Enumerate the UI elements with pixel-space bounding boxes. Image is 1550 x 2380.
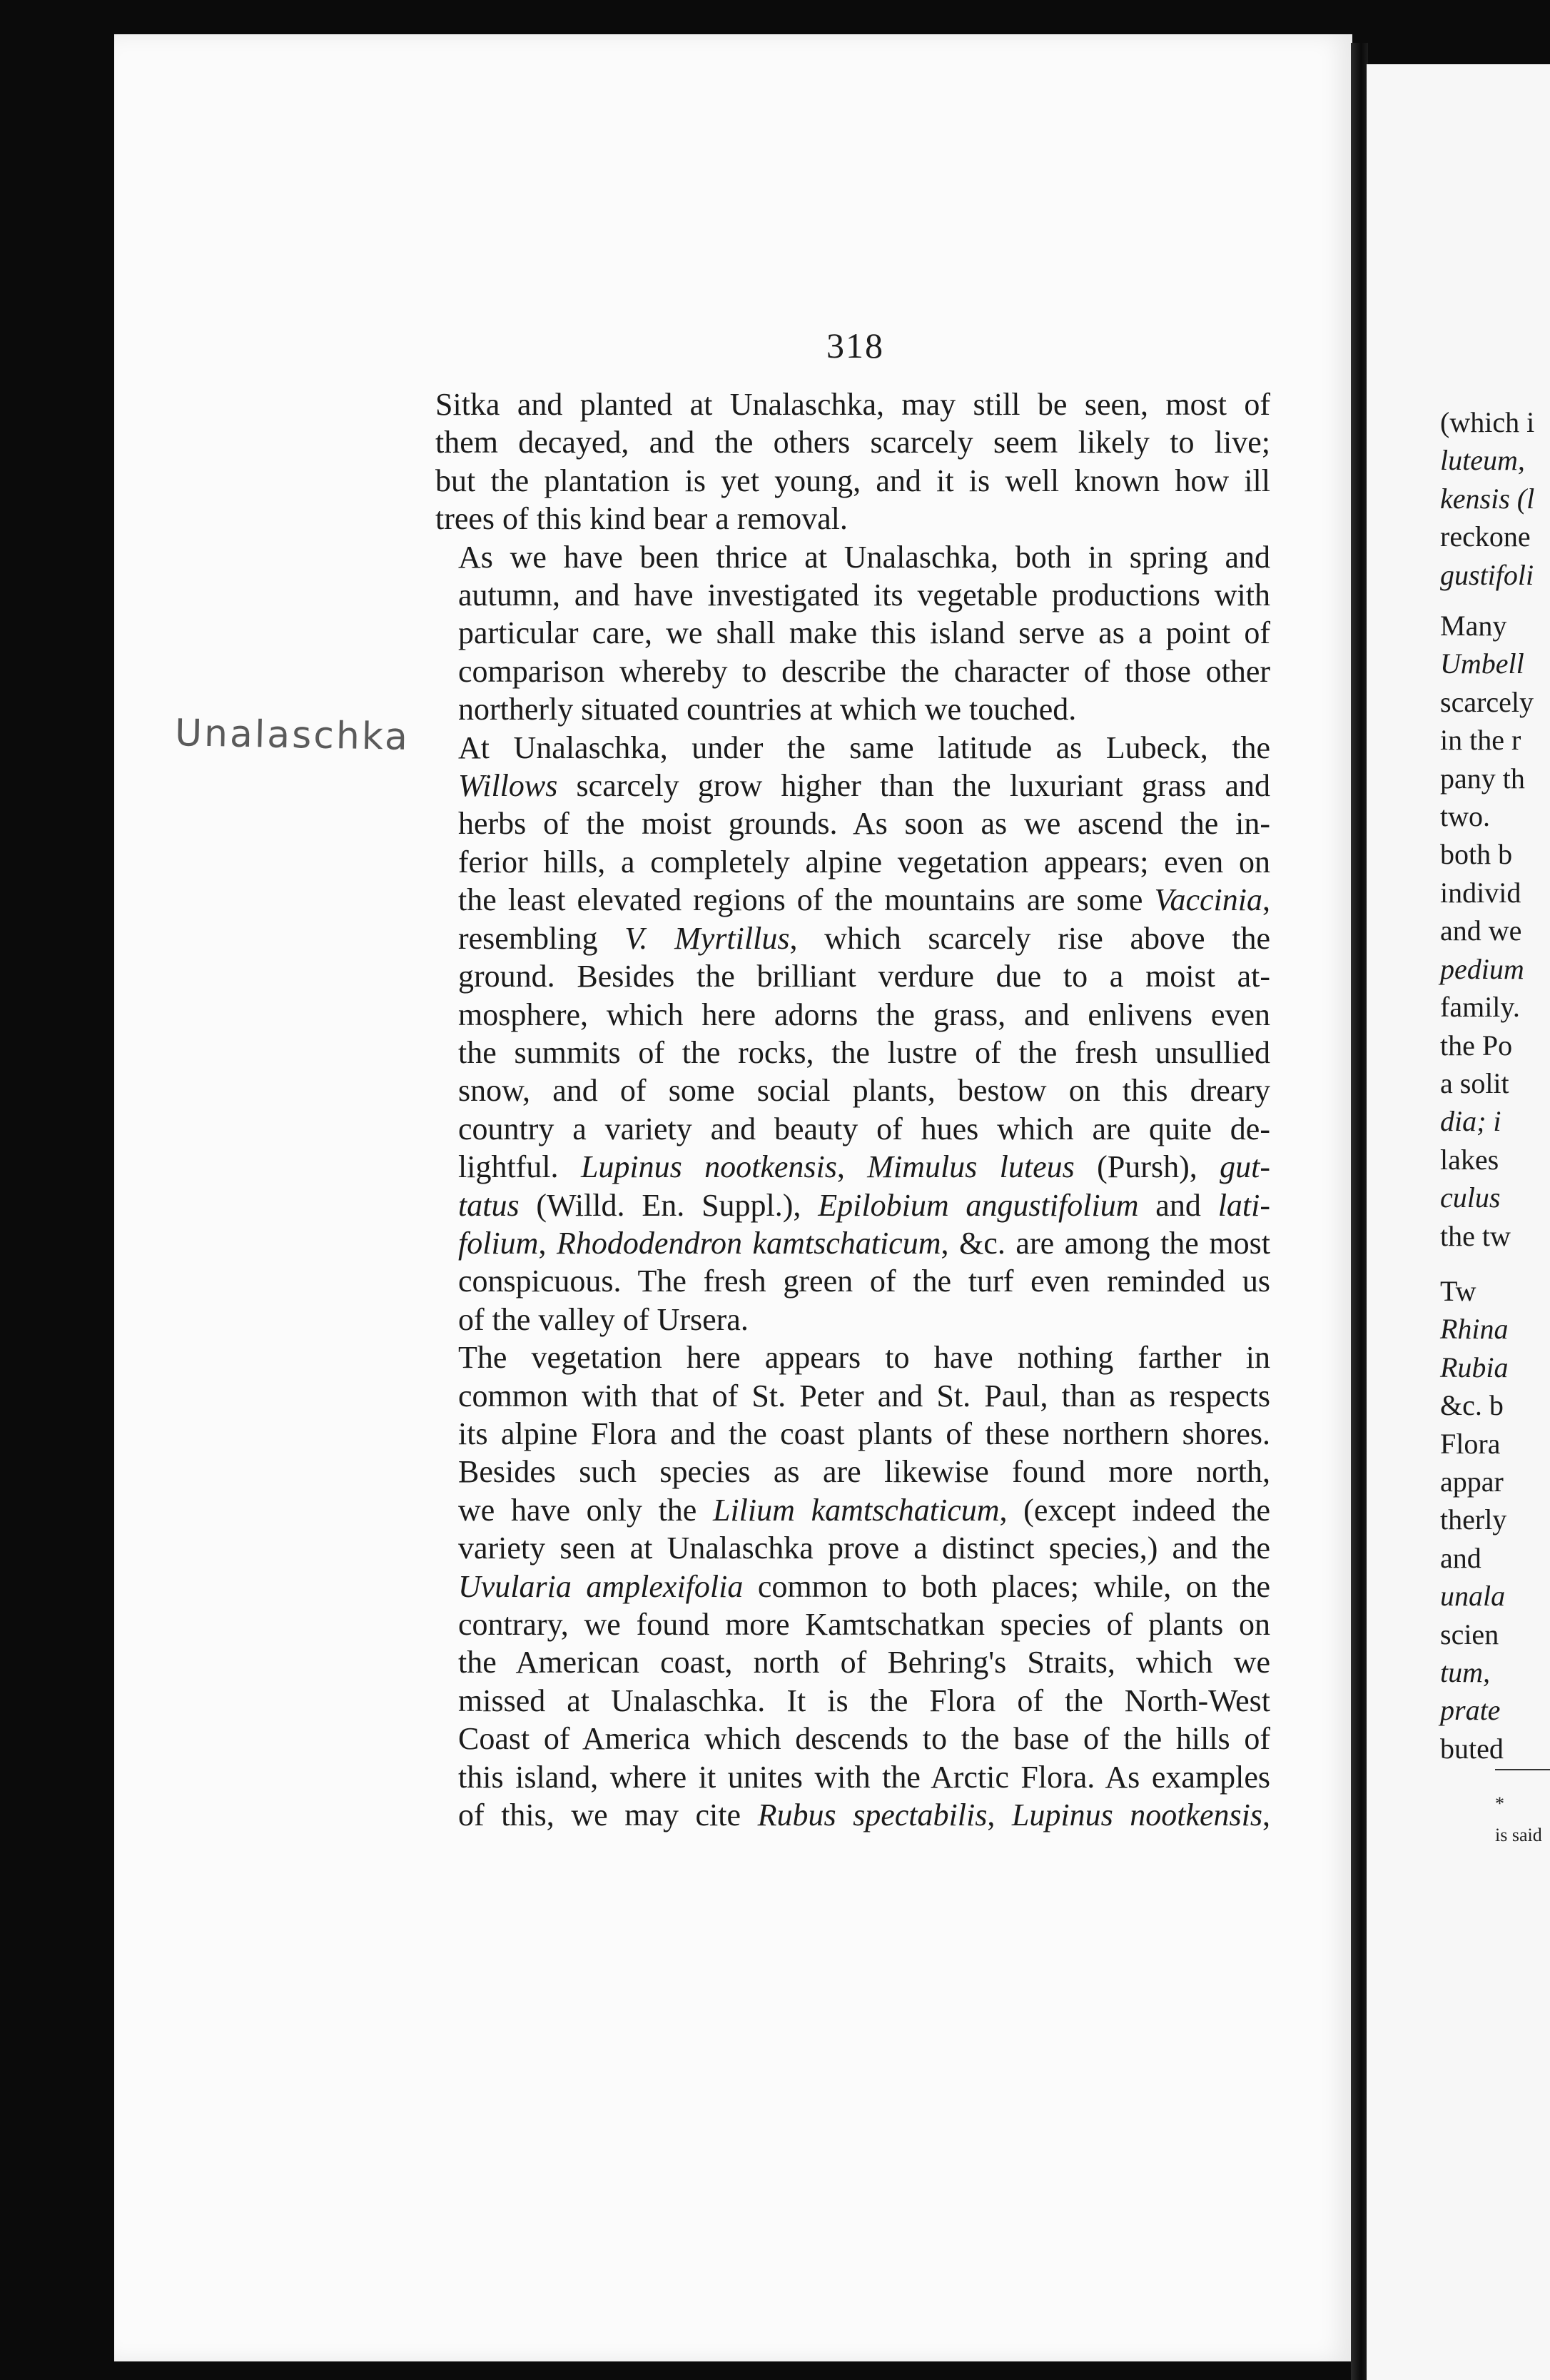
right-page-line: culus (1440, 1181, 1501, 1214)
text-line: Willows scarcely grow higher than the luxuriant grass and (458, 768, 1270, 804)
text-line: At Unalaschka, under the same latitude as Lubeck, the (458, 730, 1270, 765)
text-line: resembling V. Myrtillus, which scarcely rise above the (458, 920, 1270, 956)
right-page-line: (which i (1440, 406, 1535, 438)
text-line: them decayed, and the others scarcely seem likely to live; (435, 425, 1270, 460)
right-page-line: pedium (1440, 952, 1524, 985)
right-page-line: a solit (1440, 1067, 1509, 1099)
paragraph (435, 729, 1270, 1339)
text-line: Coast of America which descends to the base of the hills of (458, 1721, 1270, 1757)
paragraph (435, 1338, 1270, 1834)
right-page-line: Umbell (1440, 647, 1524, 680)
text-line: The vegetation here appears to have nothing farther in (458, 1340, 1270, 1376)
text-line: Sitka and planted at Unalaschka, may still be seen, most of (435, 387, 1270, 422)
right-page-line: prate (1440, 1694, 1501, 1727)
right-page-line: luteum, (1440, 444, 1525, 477)
text-line: of this, we may cite Rubus spectabilis, Lupinus nootkensis, (458, 1797, 1271, 1833)
text-line: folium, Rhododendron kamtschaticum, &c. are among the most (458, 1225, 1270, 1261)
text-line: trees of this kind bear a removal. (435, 501, 848, 537)
text-line: tatus (Willd. En. Suppl.), Epilobium angustifolium and lati- (458, 1187, 1271, 1223)
footnote (1495, 1788, 1542, 1851)
right-page-text (1440, 403, 1550, 1768)
right-page-line: tum, (1440, 1656, 1490, 1688)
right-page-line: both b (1440, 838, 1513, 871)
text-line: contrary, we found more Kamtschatkan species of plants on (458, 1607, 1270, 1642)
text-line: autumn, and have investigated its vegetable productions with (458, 578, 1270, 613)
text-line: of the valley of Ursera. (458, 1301, 749, 1337)
text-line: we have only the Lilium kamtschaticum, (except indeed the (458, 1492, 1270, 1528)
text-line: this island, where it unites with the Arctic Flora. As examples (458, 1759, 1270, 1795)
right-page-line: dia; i (1440, 1105, 1501, 1138)
right-page-line: buted (1440, 1732, 1504, 1765)
text-line: the summits of the rocks, the lustre of the fresh unsullied (458, 1034, 1270, 1070)
text-line: comparison whereby to describe the character of those other (458, 653, 1270, 689)
footnote-rule (1495, 1769, 1550, 1770)
text-line: mosphere, which here adorns the grass, and enlivens even (458, 997, 1270, 1032)
right-page-line: Many (1440, 610, 1507, 642)
book-gutter (1351, 43, 1368, 2380)
text-line: the least elevated regions of the mountains are some Vaccinia, (458, 882, 1270, 918)
left-page-body (435, 385, 1270, 1834)
page-number: 318 (826, 326, 884, 365)
text-line: variety seen at Unalaschka prove a distinct species,) and the (458, 1531, 1270, 1566)
text-line: northerly situated countries at which we touched. (458, 692, 1077, 727)
text-line: particular care, we shall make this island serve as a point of (458, 615, 1270, 651)
right-page-line: and we (1440, 914, 1522, 947)
text-line: country a variety and beauty of hues which are quite de- (458, 1111, 1270, 1146)
right-page-line: Tw (1440, 1274, 1476, 1307)
handwritten-margin-note: Unalaschka (174, 712, 410, 759)
paragraph (435, 538, 1270, 729)
right-page-line: reckone (1440, 520, 1531, 553)
text-line: herbs of the moist grounds. As soon as we ascend the in- (458, 806, 1270, 842)
text-line: Besides such species as are likewise found more north, (458, 1454, 1270, 1490)
text-line: common with that of St. Peter and St. Paul, than as respects (458, 1378, 1270, 1413)
right-page-line: in the r (1440, 724, 1521, 757)
right-page-line: the Po (1440, 1029, 1513, 1062)
text-line: ground. Besides the brilliant verdure due to a moist at- (458, 959, 1270, 994)
right-page-line: scien (1440, 1618, 1499, 1650)
right-page-line: Rubia (1440, 1351, 1509, 1383)
right-page-line: pany th (1440, 762, 1525, 795)
text-line: snow, and of some social plants, bestow on this dreary (458, 1073, 1270, 1109)
text-line: but the plantation is yet young, and it is well known how ill (435, 463, 1270, 498)
right-page-line: Flora (1440, 1427, 1501, 1460)
right-page-line: kensis (l (1440, 482, 1535, 515)
text-line: the American coast, north of Behring's Straits, which we (458, 1645, 1270, 1680)
text-line: Uvularia amplexifolia common to both places; while, on the (458, 1568, 1270, 1604)
text-line: ferior hills, a completely alpine vegetation appears; even on (458, 844, 1270, 879)
paragraph (435, 385, 1270, 538)
right-page-line: appar (1440, 1465, 1504, 1498)
right-page-line: scarcely (1440, 685, 1534, 718)
right-page-line: the tw (1440, 1219, 1511, 1252)
right-page-line: and (1440, 1541, 1481, 1574)
right-page-line: therly (1440, 1503, 1507, 1536)
right-page-line: family. (1440, 991, 1520, 1024)
text-line: its alpine Flora and the coast plants of these northern shores. (458, 1416, 1270, 1451)
text-line: lightful. Lupinus nootkensis, Mimulus luteus (Pursh), gut- (458, 1149, 1270, 1185)
right-page-line: individ (1440, 876, 1521, 909)
right-page-line: gustifoli (1440, 558, 1534, 591)
text-line: missed at Unalaschka. It is the Flora of the North-West (458, 1683, 1270, 1718)
text-line: conspicuous. The fresh green of the turf even reminded us (458, 1264, 1270, 1299)
right-page-line: &c. b (1440, 1389, 1504, 1422)
footnote-text: is said (1495, 1825, 1542, 1845)
footnote-mark: * (1495, 1793, 1504, 1814)
right-page-line: unala (1440, 1580, 1506, 1613)
right-page-line: Rhina (1440, 1313, 1509, 1346)
text-line: As we have been thrice at Unalaschka, both in spring and (458, 539, 1270, 575)
right-page-line: two. (1440, 800, 1490, 833)
right-page-line: lakes (1440, 1143, 1499, 1176)
